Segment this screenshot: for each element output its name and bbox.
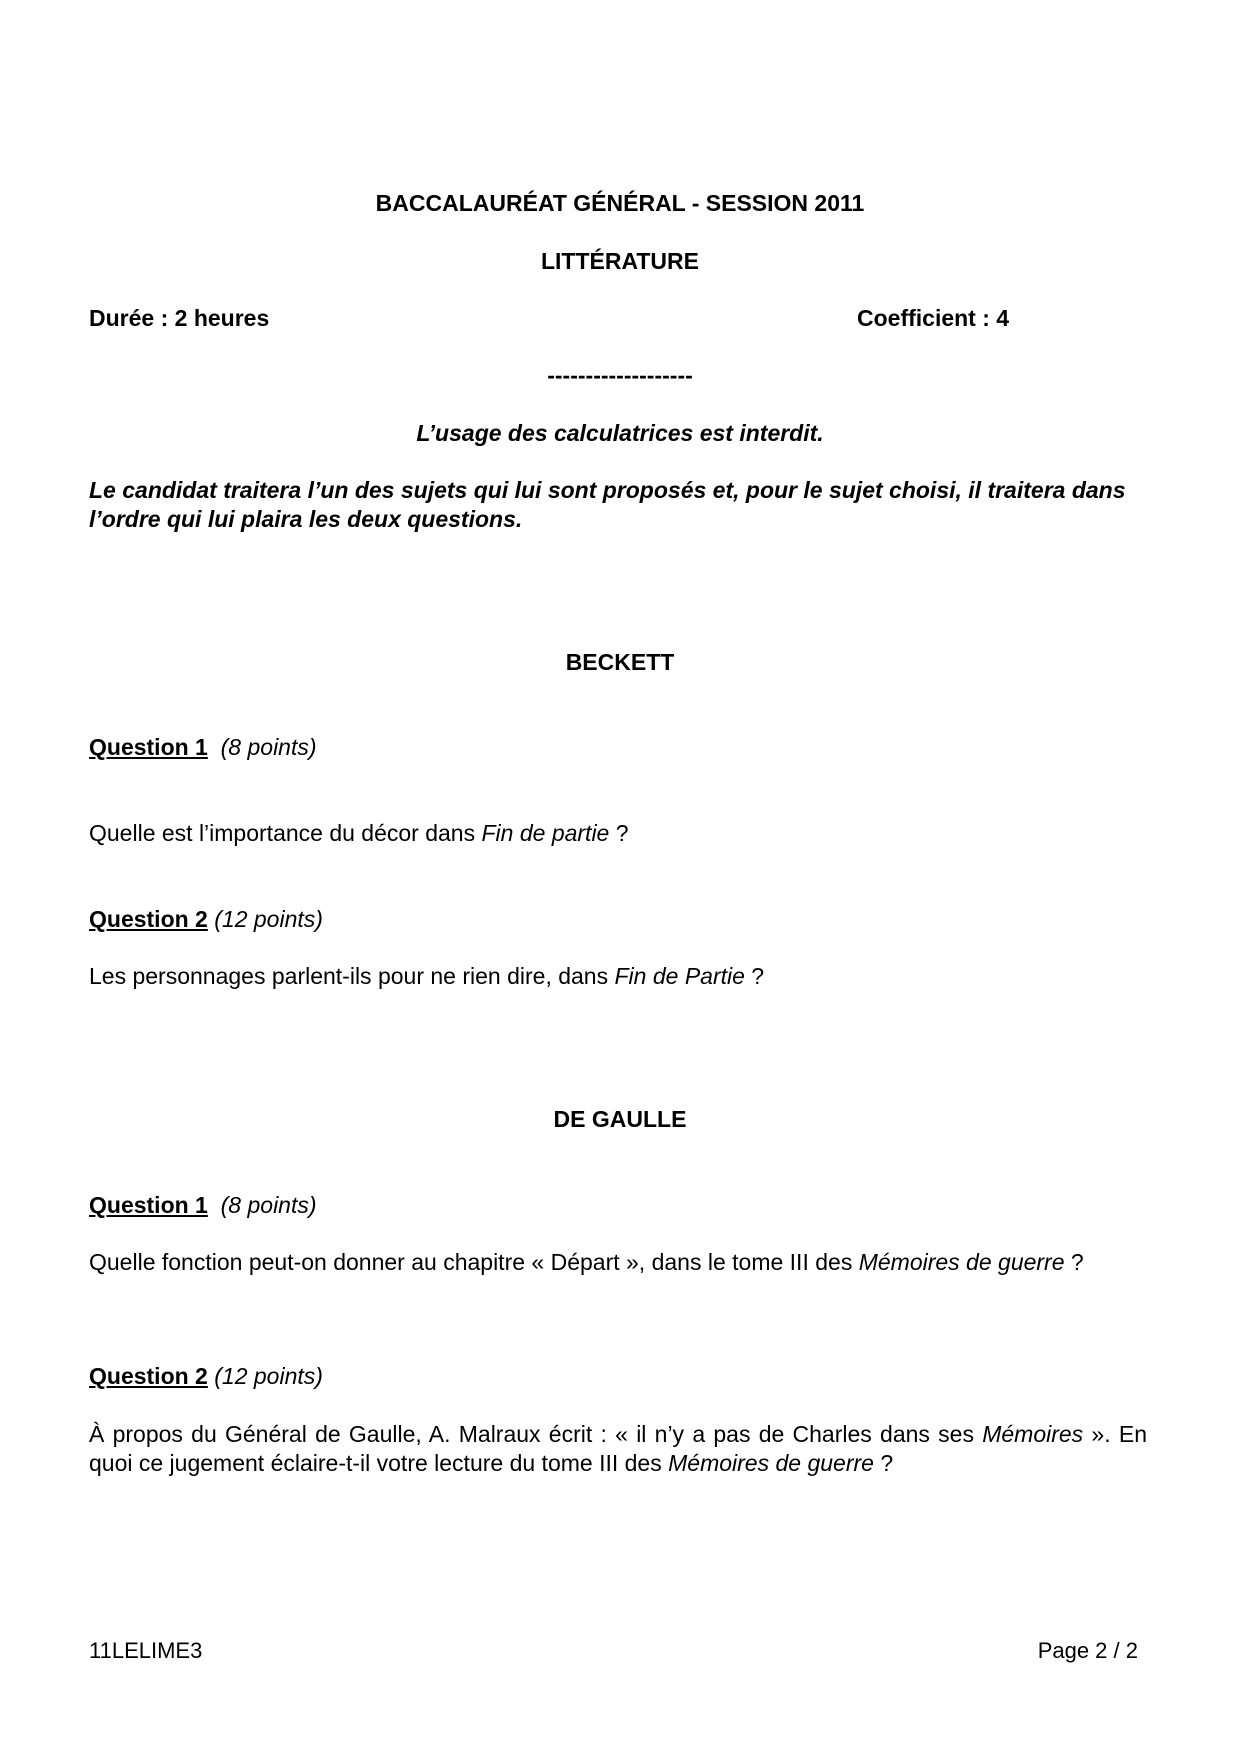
work-title: Mémoires de guerre (858, 1249, 1065, 1275)
degaulle-question-2-text (89, 1420, 1147, 1478)
section-heading-de-gaulle: DE GAULLE (553, 1106, 687, 1132)
question-text-end: ? (1064, 1249, 1084, 1275)
degaulle-question-1-text (89, 1248, 1147, 1277)
subject-title: LITTÉRATURE (540, 248, 699, 274)
question-text-end: ? (744, 963, 765, 989)
calculator-notice: L’usage des calculatrices est interdit. (416, 420, 824, 446)
question-text: À propos du Général de Gaulle, A. Malraux écrit : « il n’y a pas de Charles dans ses (89, 1421, 983, 1447)
page-number: Page 2 / 2 (1037, 1638, 1138, 1663)
question-text: Quelle fonction peut-on donner au chapitre « Départ », dans le tome III des (89, 1249, 859, 1275)
exam-title: BACCALAURÉAT GÉNÉRAL - SESSION 2011 (375, 190, 865, 216)
degaulle-question-2-header (89, 1362, 323, 1391)
coefficient: Coefficient : 4 (857, 305, 1010, 331)
degaulle-question-1-header (89, 1191, 317, 1220)
question-points: (8 points) (220, 1192, 317, 1218)
question-label: Question 2 (89, 1363, 208, 1389)
work-title: Fin de partie (481, 820, 610, 846)
beckett-question-1-text (89, 819, 1147, 848)
separator: ------------------- (547, 362, 693, 388)
question-text-middle: ». En quoi ce jugement éclaire-t-il votre lecture du tome III des (89, 1421, 1147, 1476)
instructions: Le candidat traitera l’un des sujets qui lui sont proposés et, pour le sujet choisi, il traitera dans l’ordre qui lui plaira les deux questions. (89, 477, 1126, 532)
question-points: (12 points) (214, 906, 323, 932)
beckett-question-2-text (89, 962, 1147, 991)
document-code: 11LELIME3 (89, 1638, 203, 1663)
question-points: (12 points) (214, 1363, 323, 1389)
duration: Durée : 2 heures (89, 305, 270, 331)
beckett-question-1-header (89, 733, 317, 762)
work-title: Mémoires de guerre (668, 1450, 874, 1476)
question-label: Question 2 (89, 906, 208, 932)
question-text: Les personnages parlent-ils pour ne rien dire, dans (89, 963, 615, 989)
question-text-end: ? (873, 1450, 894, 1476)
question-text: Quelle est l’importance du décor dans (89, 820, 482, 846)
work-title: Fin de Partie (614, 963, 745, 989)
question-text-end: ? (609, 820, 629, 846)
section-heading-beckett: BECKETT (565, 649, 675, 675)
question-label: Question 1 (89, 734, 208, 760)
question-points: (8 points) (220, 734, 317, 760)
question-label: Question 1 (89, 1192, 208, 1218)
beckett-question-2-header (89, 905, 323, 934)
work-title: Mémoires (982, 1421, 1084, 1447)
